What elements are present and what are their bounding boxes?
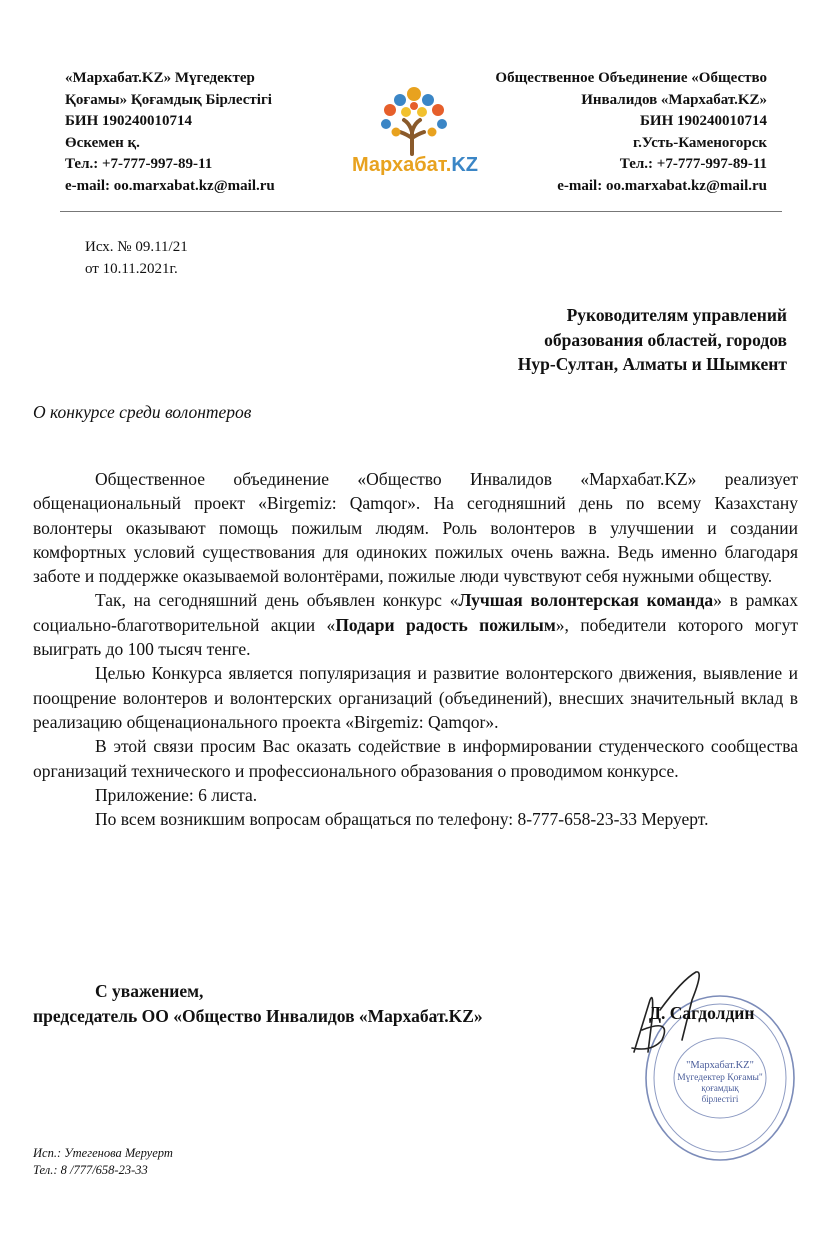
contest-name: Лучшая волонтерская команда (458, 590, 714, 611)
addressee-line: Руководителям управлений (566, 305, 787, 325)
body-paragraph: Целью Конкурса является популяризация и развитие волонтерского движения, выявление и поощрение волонтеров и волонтерских организаций (объединений), внесших значительный вклад в реализацию общенационального проекта «Birgemiz: Qamqor». (33, 663, 798, 732)
letterhead-line: г.Усть-Каменогорск (633, 134, 767, 151)
reference-number: Исх. № 09.11/21 (85, 239, 188, 255)
addressee-line: Нур-Султан, Алматы и Шымкент (517, 354, 787, 374)
closing-block (33, 979, 483, 1028)
signer-name: Д. Сагдолдин (649, 1003, 755, 1023)
seal-center-text: Мүгедектер Қоғамы" (677, 1073, 763, 1083)
body-paragraph-contest (33, 588, 798, 661)
campaign-name: Подари радость пожилым (335, 614, 556, 635)
seal-center-text: бірлестігі (701, 1094, 739, 1104)
letter-subject: О конкурсе среди волонтеров (33, 402, 252, 422)
closing-position: председатель ОО «Общество Инвалидов «Мархабат.KZ» (33, 1005, 483, 1026)
letterhead-line: Тел.: +7-777-997-89-11 (65, 156, 213, 172)
outgoing-reference (85, 236, 188, 280)
letterhead-line: Өскемен қ. (65, 134, 140, 151)
executor-phone: Тел.: 8 /777/658-23-33 (33, 1163, 148, 1177)
seal-center-text: қоғамдық (701, 1083, 739, 1093)
addressee-block (367, 303, 787, 377)
seal-stamp (612, 960, 802, 1175)
executor-footer (33, 1145, 173, 1179)
attachment-note: Приложение: 6 листа. (95, 784, 258, 805)
letterhead-email: e-mail: oo.marxabat.kz@mail.ru (65, 177, 275, 194)
paragraph-text: Так, на сегодняшний день объявлен конкурс « (95, 590, 459, 611)
paragraph-text: », победители которого могут выиграть до 100 тысяч тенге. (33, 614, 798, 660)
letterhead-line: «Мархабат.KZ» Мүгедектер (65, 70, 255, 86)
letterhead-line: Инвалидов «Мархабат.KZ» (581, 91, 767, 108)
letterhead-russian (427, 68, 767, 197)
letter-body (33, 467, 798, 831)
letterhead-line: Қоғамы» Қоғамдық Бірлестігі (65, 91, 272, 108)
letterhead-kazakh (65, 68, 365, 197)
seal-center-text: "Мархабат.KZ" (686, 1060, 754, 1071)
letterhead-line: БИН 190240010714 (65, 113, 193, 129)
letterhead-line: Тел.: +7-777-997-89-11 (619, 156, 767, 172)
closing-salutation: С уважением, (95, 981, 204, 1001)
contact-paragraph: По всем возникшим вопросам обращаться по телефону: 8-777-658-23-33 Меруерт. (95, 809, 709, 830)
letterhead-line: Общественное Объединение «Общество (495, 70, 767, 86)
logo-wordmark-main: Мархабат. (352, 154, 452, 176)
executor-name: Исп.: Утегенова Меруерт (33, 1146, 173, 1160)
body-paragraph: В этой связи просим Вас оказать содействие в информировании студенческого сообщества организаций технического и профессионального образования о проводимом конкурсе. (33, 736, 798, 781)
letterhead-email: e-mail: oo.marxabat.kz@mail.ru (557, 177, 767, 194)
paragraph-text: » в рамках социально-благотворительной акции « (33, 590, 799, 635)
reference-date: от 10.11.2021г. (85, 261, 178, 277)
header-divider (60, 211, 782, 212)
logo-wordmark-kz: KZ (451, 154, 478, 176)
body-paragraph: Общественное объединение «Общество Инвалидов «Мархабат.KZ» реализует общенациональный проект «Birgemiz: Qamqor». На сегодняшний день по всему Казахстану волонтеры оказывают помощь пожилым людям. Роль волонтеров в улучшении и создании комфортных условий существования для одиноких пожилых очень важна. Ведь именно благодаря заботе и поддержке оказываемой волонтёрами, пожилые люди чувствуют себя нужными обществу. (33, 469, 798, 587)
addressee-line: образования областей, городов (544, 329, 787, 350)
letterhead-line: БИН 190240010714 (639, 113, 767, 129)
